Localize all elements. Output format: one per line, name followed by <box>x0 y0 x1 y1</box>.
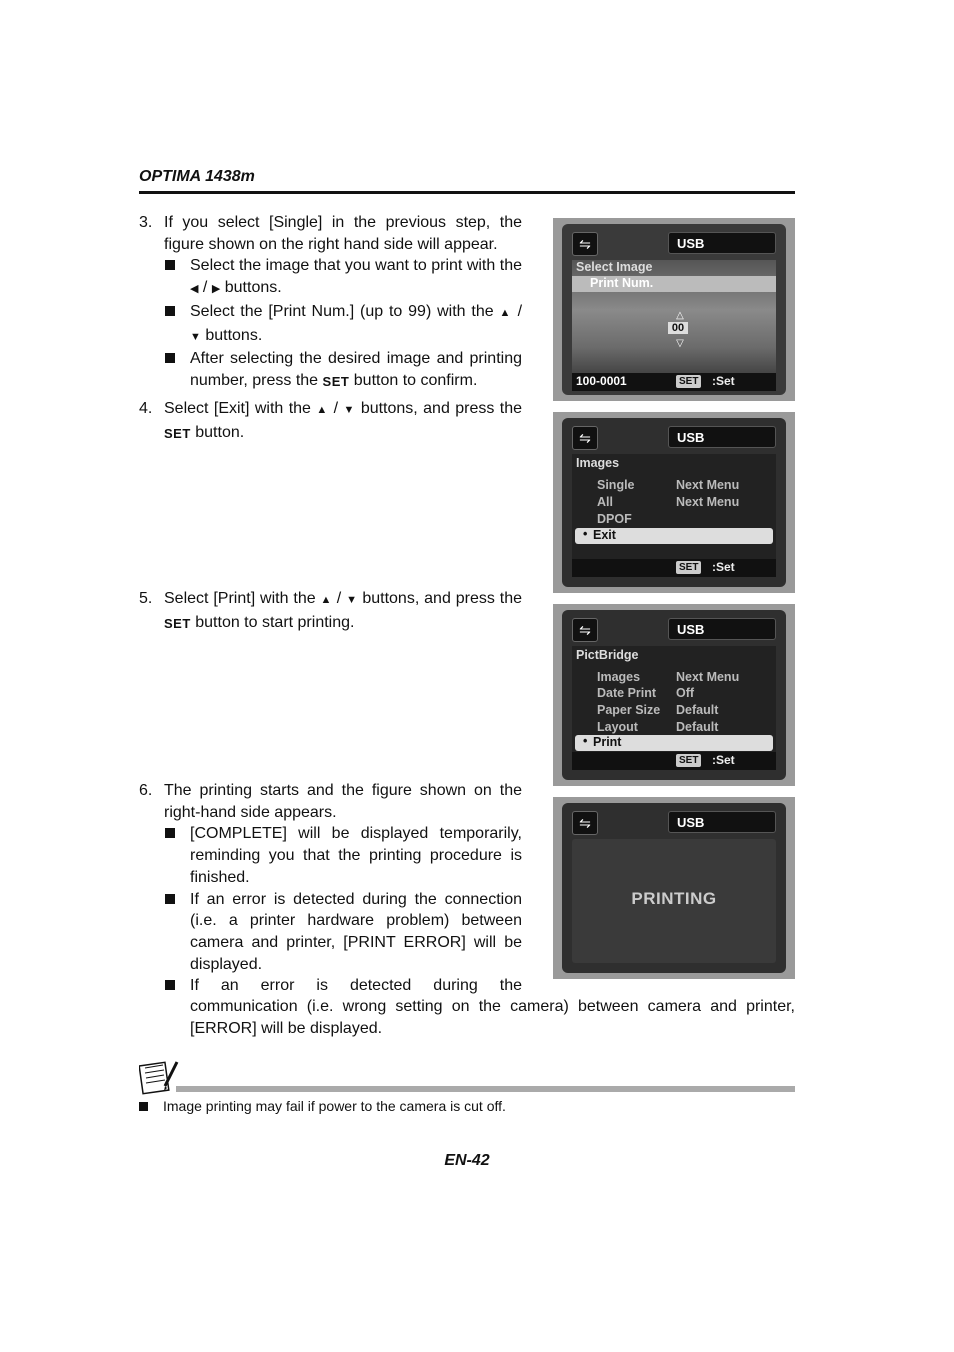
up-arrow-icon: ▲ <box>499 306 512 319</box>
printing-status: PRINTING <box>631 889 717 908</box>
step-number: 3. <box>139 214 153 231</box>
menu-row-all[interactable]: All Next Menu <box>597 495 740 509</box>
bullet-square-icon <box>165 894 175 904</box>
step-number: 4. <box>139 400 153 417</box>
up-arrow-icon: ▲ <box>316 404 329 416</box>
note-rule <box>176 1086 795 1092</box>
bullet-complete: [COMPLETE] will be displayed temporarily, reminding you that the printing procedure is finished. <box>164 823 522 888</box>
step-3 <box>139 212 522 393</box>
step-lead: The printing starts and the figure shown on the right-hand side appears. <box>164 782 522 821</box>
step-number: 6. <box>139 782 153 799</box>
usb-label: USB <box>668 232 776 254</box>
step-number: 5. <box>139 590 153 607</box>
usb-icon: ⇋ <box>572 232 598 256</box>
menu-row-dpof[interactable]: DPOF <box>597 512 632 526</box>
set-badge: SET <box>676 754 701 767</box>
down-triangle-icon: ▽ <box>676 338 684 349</box>
set-button-label: SET <box>322 373 350 389</box>
bullet-square-icon <box>165 353 175 363</box>
right-arrow-icon: ▶ <box>211 283 221 296</box>
camera-screen-printing <box>553 797 795 979</box>
up-triangle-icon: △ <box>676 310 684 321</box>
menu-row-paper-size[interactable]: Paper Size Default <box>597 703 719 717</box>
menu-row-single[interactable]: Single Next Menu <box>597 478 740 492</box>
usb-label: USB <box>668 426 776 448</box>
usb-label: USB <box>668 618 776 640</box>
screen-title: Select Image <box>576 260 653 274</box>
menu-row-exit-selected[interactable]: • Exit <box>575 528 773 544</box>
set-label: :Set <box>712 560 735 574</box>
file-number: 100-0001 <box>576 374 627 388</box>
left-arrow-icon: ◀ <box>190 283 199 296</box>
down-arrow-icon: ▼ <box>343 404 356 416</box>
usb-icon: ⇋ <box>572 618 598 642</box>
selection-bullet-icon: • <box>583 734 588 748</box>
bullet-square-icon <box>139 1102 148 1111</box>
menu-row-layout[interactable]: Layout Default <box>597 720 719 734</box>
up-arrow-icon: ▲ <box>320 594 332 606</box>
menu-row-images[interactable]: Images Next Menu <box>597 670 740 684</box>
usb-icon: ⇋ <box>572 811 598 835</box>
set-button-label: SET <box>164 615 191 631</box>
bullet-print-num: Select the [Print Num.] (up to 99) with the ▲ / ▼ buttons. <box>164 301 522 348</box>
camera-screen-select-image <box>553 218 795 401</box>
page-number: EN-42 <box>444 1152 490 1169</box>
usb-label: USB <box>668 811 776 833</box>
print-count[interactable]: 00 <box>668 322 688 334</box>
bullet-square-icon <box>165 260 175 270</box>
usb-icon: ⇋ <box>572 426 598 450</box>
bullet-error-continuation: communication (i.e. wrong setting on the camera) between camera and printer, [ERROR] will be displayed. <box>190 998 795 1037</box>
down-arrow-icon: ▼ <box>190 330 201 343</box>
menu-row-date-print[interactable]: Date Print Off <box>597 686 695 700</box>
header-rule <box>139 191 795 194</box>
note-item: Image printing may fail if power to the camera is cut off. <box>139 1098 506 1114</box>
step-lead: If you select [Single] in the previous step, the figure shown on the right hand side will appear. <box>164 214 522 253</box>
bullet-select-image: Select the image that you want to print with the ◀ / ▶ buttons. <box>164 255 522 300</box>
bullet-print-error: If an error is detected during the connection (i.e. a printer hardware problem) between camera and printer, [PRINT ERROR] will be displayed. <box>164 889 522 976</box>
step-6 <box>139 780 522 997</box>
step-4: 4. Select [Exit] with the ▲ / ▼ buttons, and press the SET button. <box>139 400 523 441</box>
note-pad-icon <box>139 1058 179 1096</box>
set-badge: SET <box>676 375 701 388</box>
down-arrow-icon: ▼ <box>346 594 358 606</box>
camera-screen-pictbridge <box>553 604 795 786</box>
set-label: :Set <box>712 753 735 767</box>
bullet-square-icon <box>165 980 175 990</box>
menu-row-print-selected[interactable]: • Print <box>575 735 773 751</box>
selection-bullet-icon: • <box>583 527 588 541</box>
bullet-square-icon <box>165 306 175 316</box>
print-num-item: Print Num. <box>590 276 654 290</box>
bullet-confirm: After selecting the desired image and printing number, press the SET button to confirm. <box>164 348 522 392</box>
document-header: OPTIMA 1438m <box>139 168 255 185</box>
camera-screen-images <box>553 412 795 593</box>
screen-title: PictBridge <box>576 648 639 662</box>
step-5: 5. Select [Print] with the ▲ / ▼ buttons, and press the SET button to start printing. <box>139 590 522 631</box>
set-button-label: SET <box>164 425 191 441</box>
screen-title: Images <box>576 456 620 470</box>
set-label: :Set <box>712 374 735 388</box>
bullet-error-first-line: If an error is detected during the <box>164 975 522 997</box>
bullet-square-icon <box>165 828 175 838</box>
set-badge: SET <box>676 561 701 574</box>
